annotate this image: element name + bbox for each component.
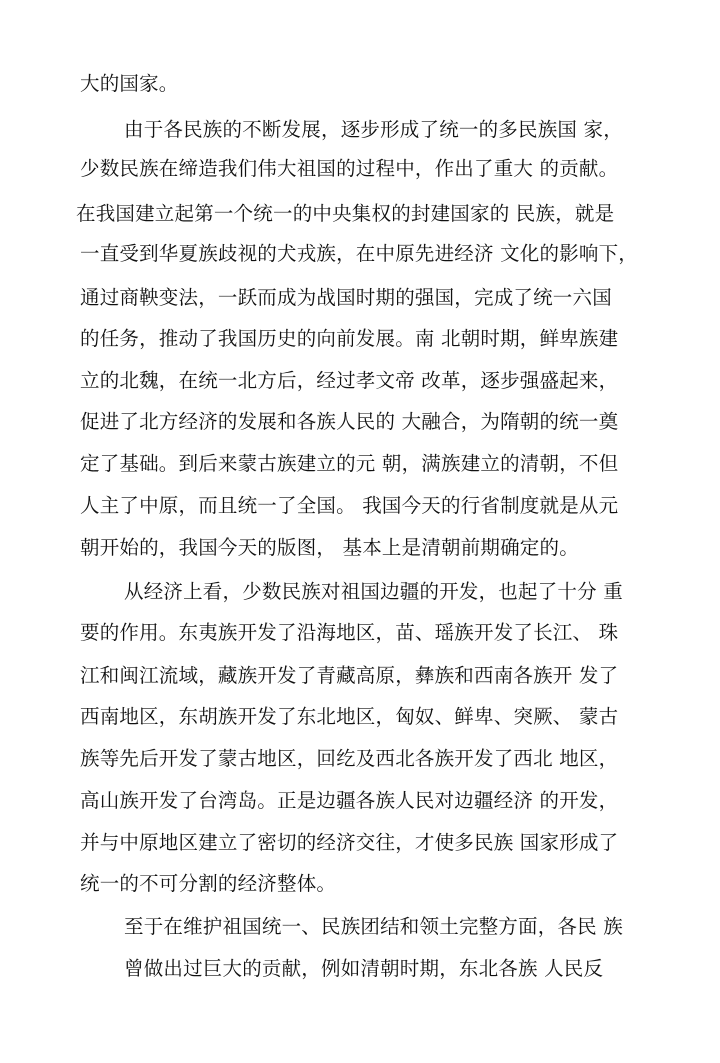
text-line: 人主了中原，而且统一了全国。 我国今天的行省制度就是从元 [80, 494, 619, 517]
text-line: 曾做出过巨大的贡献，例如清朝时期，东北各族 人民反 [124, 957, 604, 980]
text-line: 少数民族在缔造我们伟大祖国的过程中，作出了重大 的贡献。 [80, 157, 619, 180]
text-line: 由于各民族的不断发展，逐步形成了统一的多民族国 家， [124, 118, 623, 141]
text-line: 统一的不可分割的经济整体。 [80, 872, 337, 895]
text-line: 族等先后开发了蒙古地区，回纥及西北各族开发了西北 地区， [80, 747, 619, 770]
text-line: 高山族开发了台湾岛。正是边疆各族人民对边疆经济 的开发， [80, 789, 619, 812]
text-line: 一直受到华夏族歧视的犬戎族，在中原先进经济 文化的影响下， [80, 242, 638, 265]
text-line: 立的北魏，在统一北方后，经过孝文帝 改革，逐步强盛起来， [80, 369, 619, 392]
text-line: 从经济上看，少数民族对祖国边疆的开发，也起了十分 重 [124, 580, 623, 603]
text-line: 朝开始的，我国今天的版图， 基本上是清朝前期确定的。 [80, 536, 579, 559]
text-line: 促进了北方经济的发展和各族人民的 大融合，为隋朝的统一奠 [80, 410, 619, 433]
text-line: 通过商鞅变法，一跃而成为战国时期的强国，完成了统一六国 [80, 286, 612, 309]
text-line: 的任务，推动了我国历史的向前发展。南 北朝时期，鲜卑族建 [80, 327, 619, 350]
text-line: 至于在维护祖国统一、民族团结和领土完整方面，各民 族 [124, 915, 623, 938]
text-line: 定了基础。到后来蒙古族建立的元 朝，满族建立的清朝，不但 [80, 452, 619, 475]
text-line: 西南地区，东胡族开发了东北地区，匈奴、鲜卑、突厥、 蒙古 [80, 705, 619, 728]
text-line: 在我国建立起第一个统一的中央集权的封建国家的 民族，就是 [76, 202, 615, 225]
text-line: 并与中原地区建立了密切的经济交往，才使多民族 国家形成了 [80, 831, 619, 854]
text-line: 江和闽江流域，藏族开发了青藏高原，彝族和西南各族开 发了 [80, 664, 619, 687]
text-line: 大的国家。 [80, 72, 179, 95]
text-line: 要的作用。东夷族开发了沿海地区，苗、瑶族开发了长江、 珠 [80, 621, 619, 644]
